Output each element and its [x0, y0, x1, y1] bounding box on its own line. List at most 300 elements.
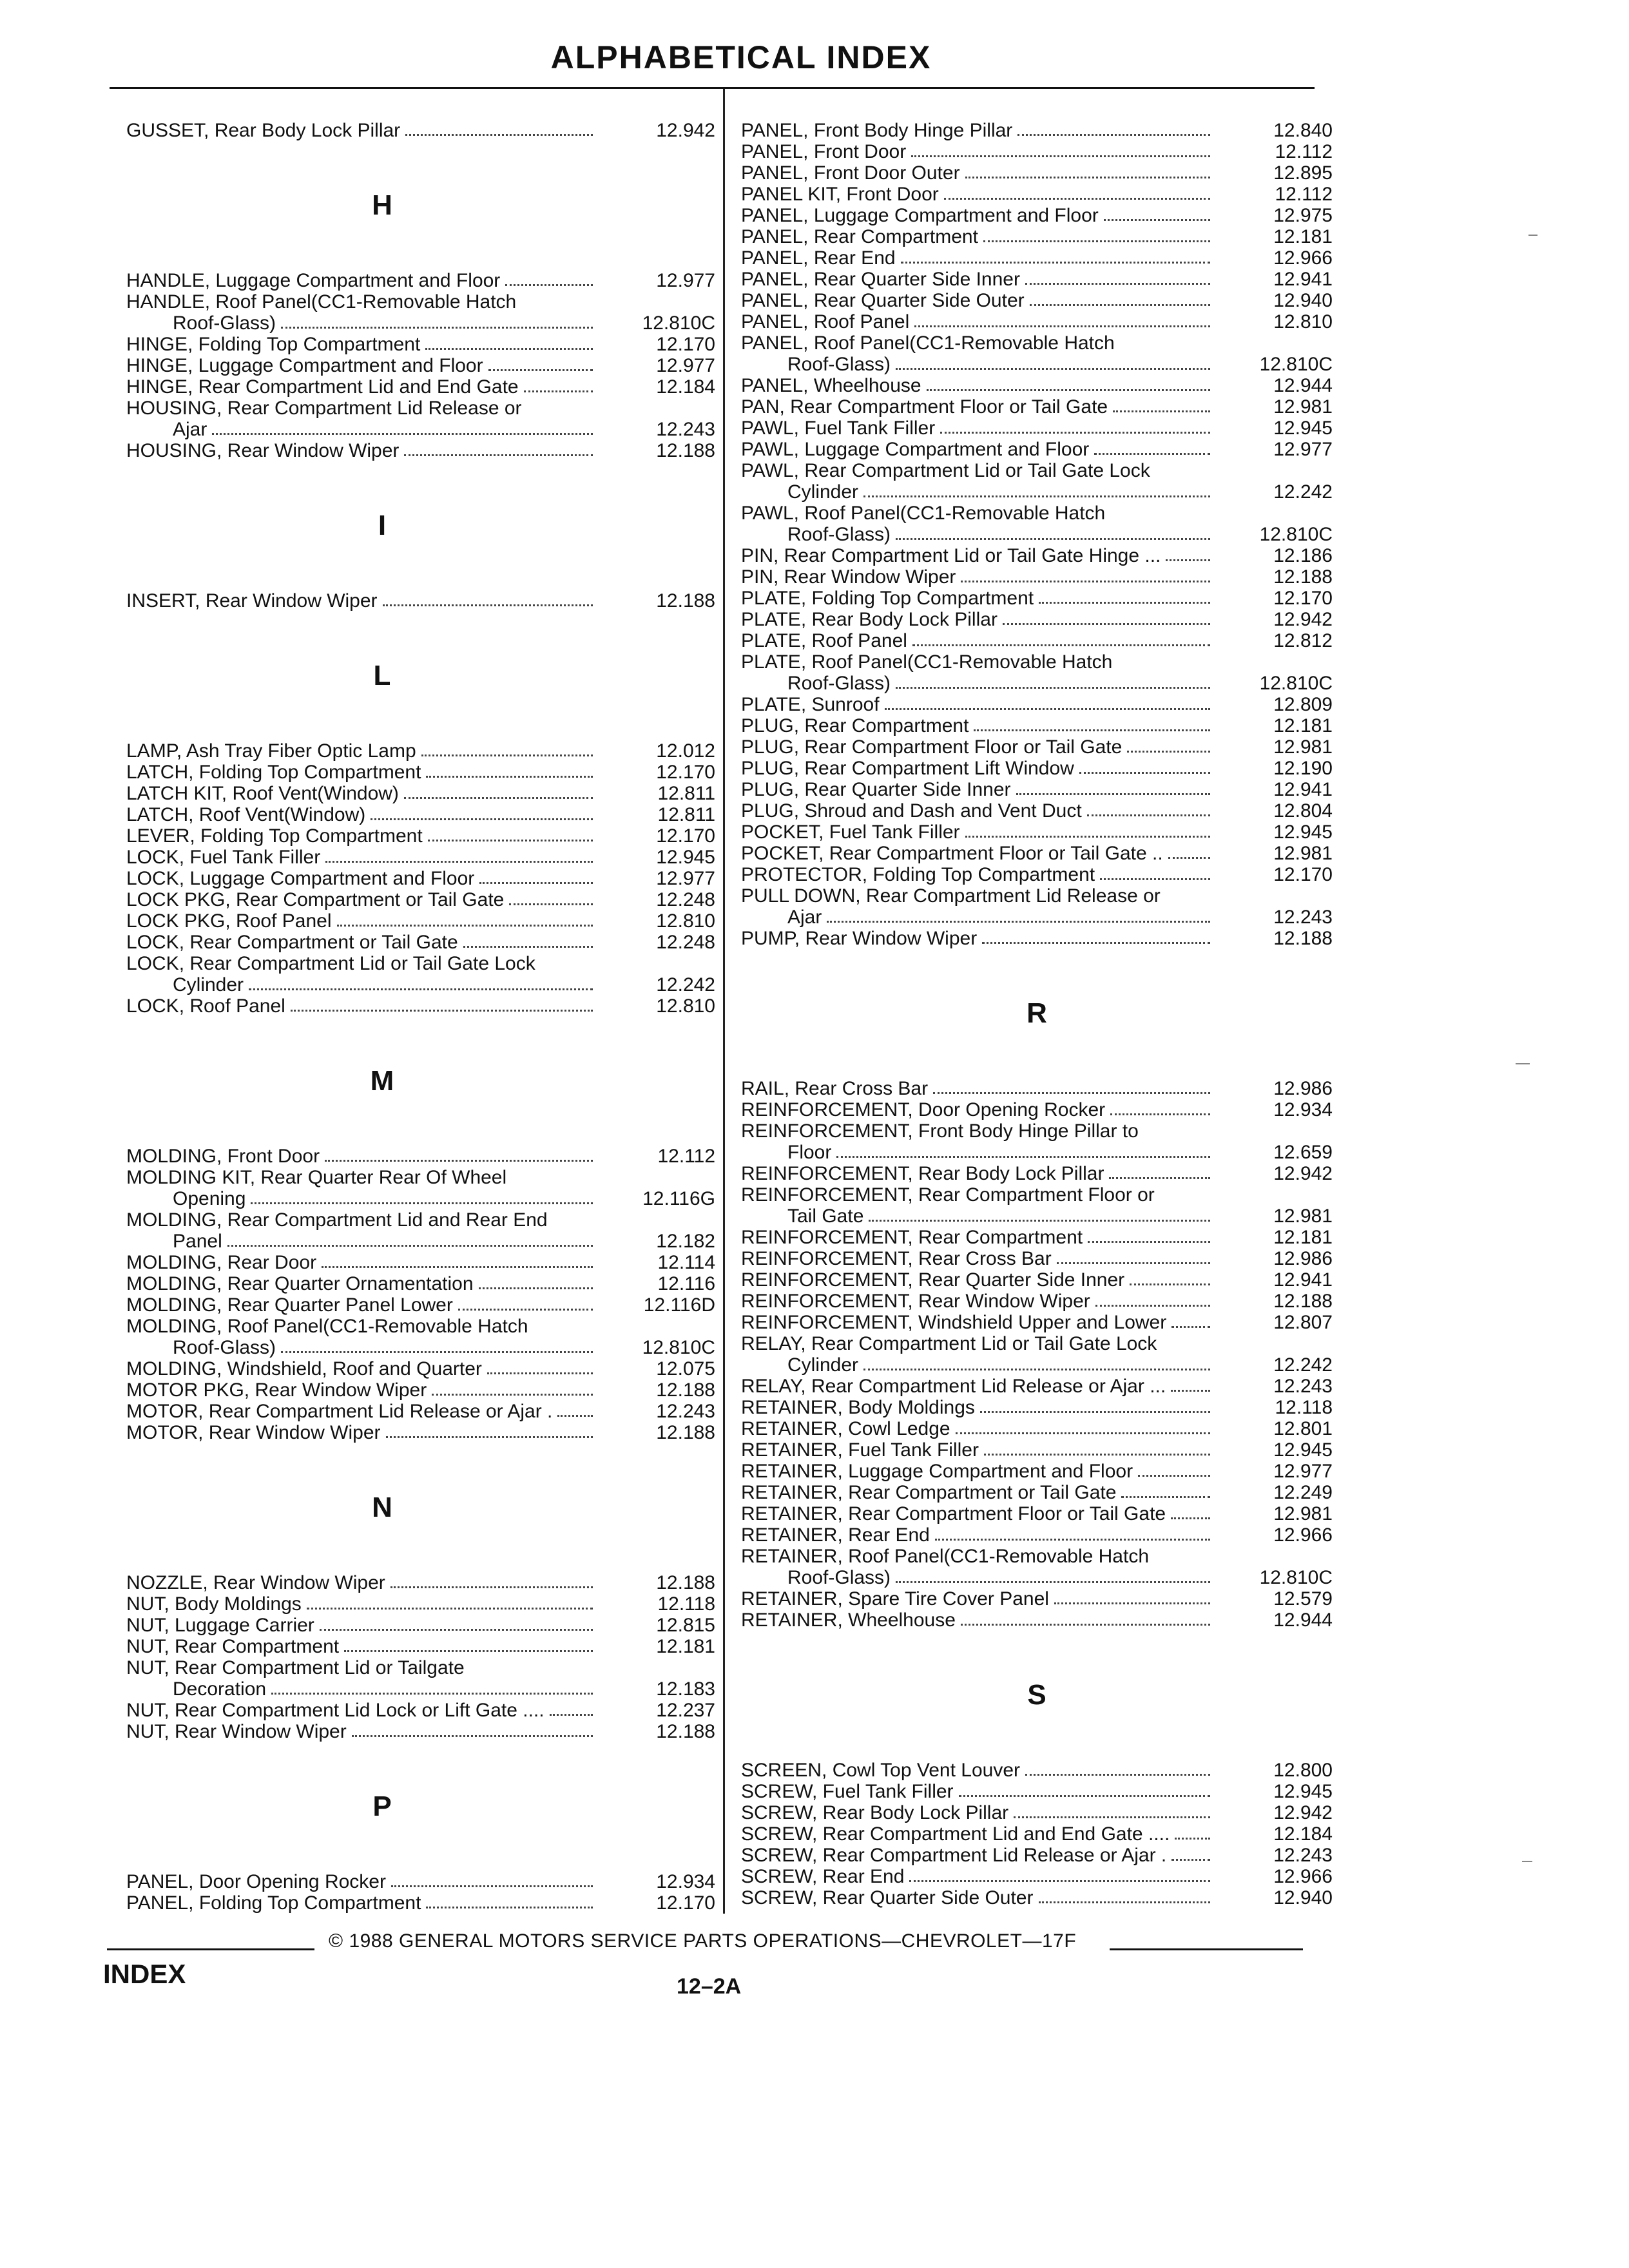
- index-entry-page: 12.941: [1273, 779, 1333, 800]
- index-entry: [741, 609, 1333, 630]
- index-entry-page: 12.181: [656, 1636, 715, 1657]
- index-entry-text: NUT, Body Moldings: [126, 1593, 302, 1615]
- index-entry-text: PANEL, Rear Quarter Side Inner: [741, 269, 1020, 290]
- index-entry: [126, 740, 715, 762]
- index-entry: [741, 1845, 1333, 1866]
- index-entry: [126, 847, 715, 868]
- dot-leader: [488, 369, 593, 371]
- index-entry: [126, 440, 715, 461]
- index-entry-page: 12.810: [1273, 311, 1333, 332]
- index-entry-text: MOLDING, Windshield, Roof and Quarter: [126, 1358, 482, 1379]
- index-entry-text: PLATE, Sunroof: [741, 694, 880, 715]
- index-entry: [741, 375, 1333, 396]
- index-entry-text: REINFORCEMENT, Rear Compartment Floor or: [741, 1184, 1155, 1206]
- index-entry-page: 12.170: [656, 762, 715, 783]
- index-entry-text: NUT, Rear Compartment Lid Lock or Lift Gate ....: [126, 1700, 545, 1721]
- dot-leader: [557, 1415, 593, 1417]
- index-entry-text: PANEL, Front Door Outer: [741, 162, 960, 184]
- index-entry: [741, 460, 1333, 481]
- index-entry-text: Ajar: [173, 419, 207, 440]
- index-entry-continuation: [126, 1188, 715, 1209]
- index-entry: [126, 1593, 715, 1615]
- left-index-column: [126, 120, 715, 1914]
- index-entry-text: REINFORCEMENT, Rear Window Wiper: [741, 1291, 1090, 1312]
- index-entry: [126, 1273, 715, 1294]
- section-spacer: [741, 1631, 1333, 1657]
- index-entry-text: HINGE, Folding Top Compartment: [126, 334, 421, 355]
- dot-leader: [337, 925, 593, 927]
- index-entry: [741, 269, 1333, 290]
- index-entry-page: 12.966: [1273, 1524, 1333, 1546]
- index-entry-page: 12.800: [1273, 1760, 1333, 1781]
- right-index-column: [741, 120, 1333, 1908]
- dot-leader: [251, 1202, 593, 1204]
- dot-leader: [940, 432, 1210, 434]
- dot-leader: [325, 1160, 593, 1162]
- dot-leader: [426, 1907, 593, 1908]
- index-entry-page: 12.579: [1273, 1588, 1333, 1610]
- index-entry: [126, 932, 715, 953]
- index-entry-page: 12.977: [656, 270, 715, 291]
- dot-leader: [944, 198, 1210, 200]
- dot-leader: [974, 729, 1210, 731]
- index-entry: [126, 1358, 715, 1379]
- index-entry: [126, 1572, 715, 1593]
- dot-leader: [1094, 453, 1210, 455]
- index-entry-page: 12.810C: [642, 1337, 715, 1358]
- index-entry-page: 12.810C: [1259, 354, 1333, 375]
- dot-leader: [909, 1880, 1210, 1882]
- dot-leader: [863, 495, 1210, 497]
- index-entry-page: 12.840: [1273, 120, 1333, 141]
- index-entry-page: 12.183: [656, 1678, 715, 1700]
- index-entry: [741, 1546, 1333, 1567]
- index-entry-page: 12.942: [1273, 1163, 1333, 1184]
- index-entry-text: PANEL, Rear Compartment: [741, 226, 978, 247]
- index-entry-page: 12.945: [1273, 1439, 1333, 1461]
- index-entry-text: REINFORCEMENT, Front Body Hinge Pillar to: [741, 1120, 1139, 1142]
- index-entry-continuation: [741, 1567, 1333, 1588]
- index-entry-text: POCKET, Rear Compartment Floor or Tail Gate ..: [741, 843, 1163, 864]
- index-entry: [741, 418, 1333, 439]
- dot-leader: [524, 390, 593, 392]
- index-entry-text: LEVER, Folding Top Compartment: [126, 825, 423, 847]
- index-entry-text: LOCK, Luggage Compartment and Floor: [126, 868, 475, 889]
- dot-leader: [325, 861, 593, 863]
- dot-leader: [487, 1372, 593, 1374]
- index-entry: [741, 566, 1333, 588]
- index-entry-page: 12.243: [656, 1401, 715, 1422]
- index-entry-text: RETAINER, Wheelhouse: [741, 1610, 956, 1631]
- index-entry: [741, 247, 1333, 269]
- index-entry-page: 12.118: [657, 1593, 715, 1615]
- index-entry-page: 12.981: [1273, 1206, 1333, 1227]
- dot-leader: [249, 988, 593, 990]
- index-entry: [741, 1760, 1333, 1781]
- index-entry: [741, 290, 1333, 311]
- dot-leader: [1130, 1283, 1210, 1285]
- index-entry: [741, 141, 1333, 162]
- index-entry: [126, 1209, 715, 1231]
- index-entry: [741, 1802, 1333, 1823]
- index-entry-page: 12.944: [1273, 375, 1333, 396]
- index-entry: [741, 1333, 1333, 1354]
- index-entry-text: LOCK, Rear Compartment Lid or Tail Gate Lock: [126, 953, 535, 974]
- index-entry-text: HOUSING, Rear Compartment Lid Release or: [126, 398, 522, 419]
- dot-leader: [1104, 219, 1210, 221]
- dot-leader: [914, 325, 1210, 327]
- index-entry-page: 12.242: [1273, 481, 1333, 503]
- index-entry-text: MOLDING, Front Door: [126, 1146, 320, 1167]
- index-entry: [741, 1312, 1333, 1333]
- margin-mark: [1528, 235, 1537, 236]
- index-entry-page: 12.981: [1273, 736, 1333, 758]
- index-entry-page: 12.012: [656, 740, 715, 762]
- index-entry-continuation: [741, 354, 1333, 375]
- dot-leader: [1127, 751, 1210, 753]
- index-entry-text: RETAINER, Spare Tire Cover Panel: [741, 1588, 1049, 1610]
- index-entry-page: 12.170: [656, 825, 715, 847]
- index-entry: [741, 1823, 1333, 1845]
- index-entry: [741, 332, 1333, 354]
- index-entry: [126, 953, 715, 974]
- index-entry: [126, 1252, 715, 1273]
- section-spacer: [126, 1443, 715, 1469]
- index-entry: [126, 1636, 715, 1657]
- index-entry-page: 12.810C: [1259, 673, 1333, 694]
- dot-leader: [1166, 559, 1210, 561]
- title-rule: [110, 87, 1315, 89]
- index-entry-text: PANEL, Wheelhouse: [741, 375, 921, 396]
- index-entry: [126, 910, 715, 932]
- index-entry-page: 12.807: [1273, 1312, 1333, 1333]
- index-entry-text: SCREEN, Cowl Top Vent Louver: [741, 1760, 1020, 1781]
- index-entry-text: PANEL, Roof Panel(CC1-Removable Hatch: [741, 332, 1115, 354]
- dot-leader: [1109, 1177, 1210, 1179]
- section-letter-heading: I: [378, 510, 387, 541]
- index-entry: [741, 1524, 1333, 1546]
- index-entry-page: 12.112: [1275, 184, 1333, 205]
- index-entry-text: MOLDING, Rear Quarter Panel Lower: [126, 1294, 453, 1316]
- dot-leader: [1030, 304, 1210, 306]
- dot-leader: [425, 348, 593, 350]
- index-entry-text: HINGE, Rear Compartment Lid and End Gate: [126, 376, 519, 398]
- index-entry-text: PIN, Rear Window Wiper: [741, 566, 956, 588]
- index-entry-continuation: [741, 1142, 1333, 1163]
- index-entry-text: PLATE, Rear Body Lock Pillar: [741, 609, 998, 630]
- index-entry: [126, 1721, 715, 1742]
- index-entry-page: 12.188: [1273, 566, 1333, 588]
- section-letter-heading: L: [373, 660, 391, 691]
- index-entry-text: Ajar: [787, 907, 822, 928]
- index-entry-page: 12.945: [1273, 418, 1333, 439]
- index-entry-page: 12.075: [656, 1358, 715, 1379]
- index-entry-page: 12.181: [1273, 1227, 1333, 1248]
- index-entry-text: PAN, Rear Compartment Floor or Tail Gate: [741, 396, 1108, 418]
- section-letter-heading: P: [372, 1791, 392, 1822]
- index-entry: [126, 1294, 715, 1316]
- index-entry-text: PLUG, Rear Compartment: [741, 715, 969, 736]
- dot-leader: [935, 1539, 1210, 1541]
- index-entry-text: Panel: [173, 1231, 222, 1252]
- index-entry-text: Opening: [173, 1188, 246, 1209]
- index-entry-text: MOLDING KIT, Rear Quarter Rear Of Wheel: [126, 1167, 507, 1188]
- index-entry-text: RETAINER, Rear End: [741, 1524, 930, 1546]
- dot-leader: [1175, 1838, 1210, 1840]
- index-entry-continuation: [741, 1206, 1333, 1227]
- index-entry: [741, 1099, 1333, 1120]
- section-spacer: [126, 1546, 715, 1572]
- index-entry: [741, 205, 1333, 226]
- index-entry-text: POCKET, Fuel Tank Filler: [741, 822, 960, 843]
- index-entry: [126, 398, 715, 419]
- dot-leader: [426, 776, 593, 778]
- dot-leader: [1138, 1475, 1210, 1477]
- index-entry: [741, 630, 1333, 651]
- dot-leader: [383, 604, 593, 606]
- dot-leader: [896, 368, 1210, 370]
- index-entry-text: Cylinder: [787, 1354, 859, 1376]
- index-entry-page: 12.116: [657, 1273, 715, 1294]
- index-entry: [741, 864, 1333, 885]
- index-entry-text: Roof-Glass): [787, 1567, 891, 1588]
- index-entry-text: PANEL, Luggage Compartment and Floor: [741, 205, 1099, 226]
- dot-leader: [1016, 793, 1210, 795]
- footer-rule-right: [1110, 1948, 1303, 1950]
- index-entry-text: LOCK, Rear Compartment or Tail Gate: [126, 932, 458, 953]
- index-entry-text: PLUG, Shroud and Dash and Vent Duct: [741, 800, 1082, 822]
- index-entry: [126, 120, 715, 141]
- index-entry-text: MOLDING, Rear Door: [126, 1252, 317, 1273]
- index-entry-page: 12.188: [656, 1721, 715, 1742]
- section-spacer: [126, 1120, 715, 1146]
- index-entry-text: REINFORCEMENT, Rear Cross Bar: [741, 1248, 1052, 1269]
- index-entry-text: SCREW, Rear Body Lock Pillar: [741, 1802, 1009, 1823]
- index-entry-page: 12.945: [656, 847, 715, 868]
- dot-leader: [961, 1624, 1210, 1626]
- index-entry-text: PAWL, Roof Panel(CC1-Removable Hatch: [741, 503, 1106, 524]
- index-entry: [741, 311, 1333, 332]
- index-entry-page: 12.182: [656, 1231, 715, 1252]
- index-entry: [126, 376, 715, 398]
- index-entry: [126, 1401, 715, 1422]
- index-entry-text: PULL DOWN, Rear Compartment Lid Release or: [741, 885, 1161, 907]
- index-entry-text: MOTOR, Rear Window Wiper: [126, 1422, 381, 1443]
- index-entry-continuation: [741, 481, 1333, 503]
- index-entry-page: 12.934: [656, 1871, 715, 1892]
- index-entry-text: RETAINER, Cowl Ledge: [741, 1418, 950, 1439]
- index-entry-page: 12.986: [1273, 1078, 1333, 1099]
- index-entry: [741, 758, 1333, 779]
- index-entry-text: MOLDING, Rear Compartment Lid and Rear End: [126, 1209, 548, 1231]
- dot-leader: [933, 1092, 1210, 1094]
- index-entry-page: 12.966: [1273, 247, 1333, 269]
- index-entry-text: LATCH, Folding Top Compartment: [126, 762, 421, 783]
- dot-leader: [1014, 1816, 1210, 1818]
- index-entry-page: 12.170: [1273, 864, 1333, 885]
- index-entry: [741, 1163, 1333, 1184]
- index-entry-page: 12.184: [656, 376, 715, 398]
- index-entry: [741, 1248, 1333, 1269]
- dot-leader: [885, 708, 1210, 710]
- dot-leader: [479, 1287, 593, 1289]
- index-entry-page: 12.815: [656, 1615, 715, 1636]
- index-entry-page: 12.934: [1273, 1099, 1333, 1120]
- index-entry-text: REINFORCEMENT, Rear Body Lock Pillar: [741, 1163, 1104, 1184]
- index-entry-text: PANEL, Rear Quarter Side Outer: [741, 290, 1025, 311]
- index-entry-text: SCREW, Rear Compartment Lid and End Gate ....: [741, 1823, 1170, 1845]
- index-entry-page: 12.811: [657, 783, 715, 804]
- index-entry-text: PLATE, Roof Panel: [741, 630, 907, 651]
- section-letter-heading: R: [1027, 997, 1047, 1029]
- index-entry: [126, 1422, 715, 1443]
- dot-leader: [863, 1369, 1210, 1370]
- index-entry-text: SCREW, Rear End: [741, 1866, 905, 1887]
- index-entry-continuation: [126, 312, 715, 334]
- index-entry-continuation: [741, 673, 1333, 694]
- dot-leader: [505, 284, 593, 286]
- index-entry: [741, 800, 1333, 822]
- index-entry-text: RETAINER, Luggage Compartment and Floor: [741, 1461, 1133, 1482]
- index-entry-text: Roof-Glass): [173, 1337, 276, 1358]
- index-entry-page: 12.659: [1273, 1142, 1333, 1163]
- section-letter-heading: S: [1027, 1679, 1046, 1711]
- index-entry-page: 12.186: [1273, 545, 1333, 566]
- index-entry: [741, 1269, 1333, 1291]
- dot-leader: [281, 327, 593, 329]
- index-entry: [741, 1078, 1333, 1099]
- section-spacer: [126, 1742, 715, 1768]
- section-label: INDEX: [103, 1959, 186, 1989]
- index-entry: [126, 1700, 715, 1721]
- dot-leader: [386, 1436, 593, 1438]
- dot-leader: [1171, 1326, 1210, 1328]
- dot-leader: [479, 882, 593, 884]
- index-entry: [126, 1871, 715, 1892]
- dot-leader: [927, 389, 1210, 391]
- index-entry-text: Roof-Glass): [173, 312, 276, 334]
- index-entry-text: PANEL, Front Body Hinge Pillar: [741, 120, 1013, 141]
- index-entry-text: LOCK, Roof Panel: [126, 995, 285, 1017]
- index-entry: [741, 1227, 1333, 1248]
- index-entry-page: 12.810: [656, 910, 715, 932]
- index-entry-page: 12.812: [1273, 630, 1333, 651]
- dot-leader: [1025, 1774, 1210, 1776]
- index-entry-page: 12.243: [656, 419, 715, 440]
- index-entry-page: 12.941: [1273, 269, 1333, 290]
- column-divider: [723, 89, 725, 1914]
- section-letter-heading: M: [370, 1065, 394, 1097]
- dot-leader: [344, 1650, 593, 1652]
- index-entry: [741, 694, 1333, 715]
- dot-leader: [959, 1795, 1210, 1797]
- section-spacer: [741, 1734, 1333, 1760]
- index-entry-text: GUSSET, Rear Body Lock Pillar: [126, 120, 401, 141]
- dot-leader: [550, 1714, 593, 1716]
- index-entry-text: PLUG, Rear Compartment Lift Window: [741, 758, 1074, 779]
- index-entry: [741, 545, 1333, 566]
- index-entry: [126, 762, 715, 783]
- dot-leader: [1110, 1113, 1210, 1115]
- dot-leader: [1171, 1390, 1210, 1392]
- index-entry: [741, 1461, 1333, 1482]
- dot-leader: [371, 818, 593, 820]
- index-entry-page: 12.809: [1273, 694, 1333, 715]
- index-entry-page: 12.940: [1273, 290, 1333, 311]
- index-entry-continuation: [126, 1231, 715, 1252]
- index-entry-text: REINFORCEMENT, Rear Compartment: [741, 1227, 1083, 1248]
- index-entry-text: SCREW, Rear Quarter Side Outer: [741, 1887, 1034, 1908]
- dot-leader: [271, 1693, 593, 1695]
- page-title: ALPHABETICAL INDEX: [550, 39, 932, 75]
- index-entry: [741, 1397, 1333, 1418]
- index-entry-page: 12.810C: [642, 312, 715, 334]
- index-entry: [741, 822, 1333, 843]
- index-entry: [741, 1376, 1333, 1397]
- dot-leader: [956, 1432, 1210, 1434]
- dot-leader: [322, 1266, 593, 1268]
- section-spacer: [126, 715, 715, 740]
- index-entry-text: LATCH KIT, Roof Vent(Window): [126, 783, 399, 804]
- dot-leader: [1121, 1496, 1210, 1498]
- index-entry-text: RETAINER, Rear Compartment Floor or Tail Gate: [741, 1503, 1166, 1524]
- index-entry-text: NUT, Rear Compartment Lid or Tailgate: [126, 1657, 465, 1678]
- section-spacer: [126, 244, 715, 270]
- index-entry-page: 12.116D: [643, 1294, 715, 1316]
- dot-leader: [896, 538, 1210, 540]
- index-entry: [741, 928, 1333, 949]
- index-entry-text: REINFORCEMENT, Rear Quarter Side Inner: [741, 1269, 1125, 1291]
- index-entry-page: 12.804: [1273, 800, 1333, 822]
- index-entry: [741, 1418, 1333, 1439]
- index-entry-text: PUMP, Rear Window Wiper: [741, 928, 978, 949]
- dot-leader: [1171, 1859, 1210, 1861]
- index-entry-page: 12.118: [1275, 1397, 1333, 1418]
- index-entry-page: 12.181: [1273, 715, 1333, 736]
- index-entry-text: MOTOR, Rear Compartment Lid Release or Ajar .: [126, 1401, 553, 1422]
- index-entry-text: SCREW, Fuel Tank Filler: [741, 1781, 954, 1802]
- index-entry-continuation: [126, 419, 715, 440]
- dot-leader: [1087, 814, 1210, 816]
- index-entry: [741, 1588, 1333, 1610]
- index-entry-continuation: [741, 1354, 1333, 1376]
- index-entry-page: 12.945: [1273, 1781, 1333, 1802]
- index-entry-continuation: [741, 907, 1333, 928]
- dot-leader: [1095, 1305, 1210, 1307]
- index-entry-text: LATCH, Roof Vent(Window): [126, 804, 366, 825]
- index-entry-text: PANEL, Roof Panel: [741, 311, 910, 332]
- index-entry-text: Cylinder: [787, 481, 859, 503]
- index-entry: [126, 1167, 715, 1188]
- index-entry-continuation: [126, 1337, 715, 1358]
- index-entry: [741, 503, 1333, 524]
- dot-leader: [404, 454, 593, 456]
- dot-leader: [458, 1309, 593, 1311]
- index-entry: [741, 1291, 1333, 1312]
- index-entry: [126, 334, 715, 355]
- index-entry: [741, 439, 1333, 460]
- index-entry-text: PANEL, Door Opening Rocker: [126, 1871, 386, 1892]
- index-entry-text: HANDLE, Luggage Compartment and Floor: [126, 270, 501, 291]
- index-entry: [741, 1781, 1333, 1802]
- index-entry-text: RELAY, Rear Compartment Lid or Tail Gate Lock: [741, 1333, 1157, 1354]
- index-entry-page: 12.981: [1273, 396, 1333, 418]
- index-entry-text: SCREW, Rear Compartment Lid Release or Ajar .: [741, 1845, 1167, 1866]
- index-entry-text: RAIL, Rear Cross Bar: [741, 1078, 929, 1099]
- index-entry-page: 12.188: [1273, 928, 1333, 949]
- dot-leader: [390, 1586, 593, 1588]
- index-entry-page: 12.810C: [1259, 1567, 1333, 1588]
